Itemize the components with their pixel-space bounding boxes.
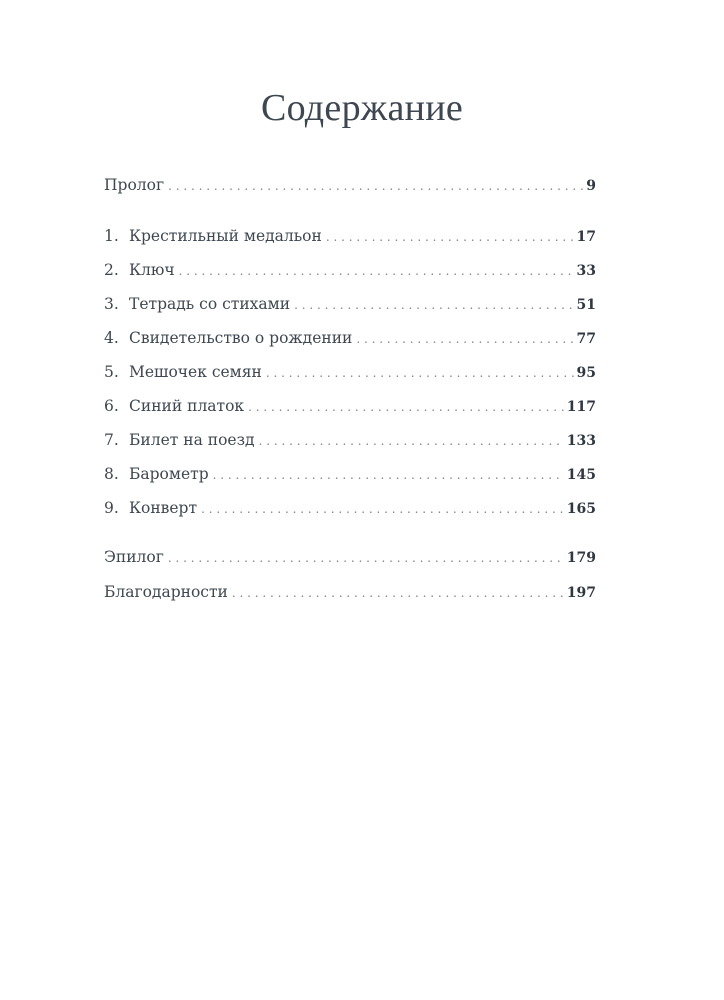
toc-entry-chapter-1[interactable]	[104, 227, 596, 251]
dot-leader	[248, 400, 564, 414]
chapter-number: 3.	[104, 295, 119, 313]
toc-entry-label: Синий платок	[129, 397, 245, 415]
page-title: Содержание	[260, 87, 464, 129]
toc-page-number: 165	[566, 501, 596, 517]
chapter-number: 5.	[104, 363, 119, 381]
toc-entry-label: Эпилог	[104, 548, 164, 566]
chapter-number: 6.	[104, 397, 119, 415]
chapter-number: 7.	[104, 431, 119, 449]
toc-page-number: 117	[566, 399, 596, 415]
toc-entry-chapter-8[interactable]	[104, 465, 596, 489]
toc-page-number: 51	[576, 297, 596, 313]
toc-entry-label: Благодарности	[104, 583, 228, 601]
toc-entry-label: Билет на поезд	[129, 431, 255, 449]
toc-entry-label: Свидетельство о рождении	[129, 329, 353, 347]
toc-entry-chapter-4[interactable]	[104, 329, 596, 353]
toc-entry-label: Пролог	[104, 176, 165, 194]
toc-entry-epilogue[interactable]	[104, 548, 596, 572]
dot-leader	[168, 551, 564, 565]
dot-leader	[326, 230, 574, 244]
toc-entry-chapter-5[interactable]	[104, 363, 596, 387]
chapter-number: 4.	[104, 329, 119, 347]
toc-entry-label: Тетрадь со стихами	[129, 295, 291, 313]
toc-entry-label: Ключ	[129, 261, 175, 279]
toc-entry-label: Крестильный медальон	[129, 227, 322, 245]
toc-page-number: 33	[576, 263, 596, 279]
toc-entry-acknowledgements[interactable]	[104, 583, 596, 607]
toc-page-number: 133	[566, 433, 596, 449]
chapter-number: 1.	[104, 227, 119, 245]
toc-page-number: 145	[566, 467, 596, 483]
toc-entry-prologue[interactable]	[104, 176, 596, 200]
dot-leader	[266, 366, 574, 380]
toc-page-number: 9	[586, 178, 596, 194]
dot-leader	[232, 586, 564, 600]
dot-leader	[259, 434, 564, 448]
toc-entry-label: Барометр	[129, 465, 209, 483]
dot-leader	[201, 502, 564, 516]
dot-leader	[294, 298, 573, 312]
toc-entry-chapter-2[interactable]	[104, 261, 596, 285]
toc-page-number: 17	[576, 229, 596, 245]
toc-entry-label: Мешочек семян	[129, 363, 262, 381]
toc-page-number: 77	[576, 331, 596, 347]
toc-entry-label: Конверт	[129, 499, 198, 517]
chapter-number: 2.	[104, 261, 119, 279]
toc-entry-chapter-6[interactable]	[104, 397, 596, 421]
dot-leader	[168, 179, 583, 193]
dot-leader	[356, 332, 573, 346]
toc-entry-chapter-7[interactable]	[104, 431, 596, 455]
toc-page-number: 179	[566, 550, 596, 566]
toc-page-number: 197	[566, 585, 596, 601]
toc-page-number: 95	[576, 365, 596, 381]
chapter-number: 8.	[104, 465, 119, 483]
dot-leader	[213, 468, 564, 482]
toc-entry-chapter-3[interactable]	[104, 295, 596, 319]
dot-leader	[179, 264, 574, 278]
toc-entry-chapter-9[interactable]	[104, 499, 596, 523]
chapter-number: 9.	[104, 499, 119, 517]
